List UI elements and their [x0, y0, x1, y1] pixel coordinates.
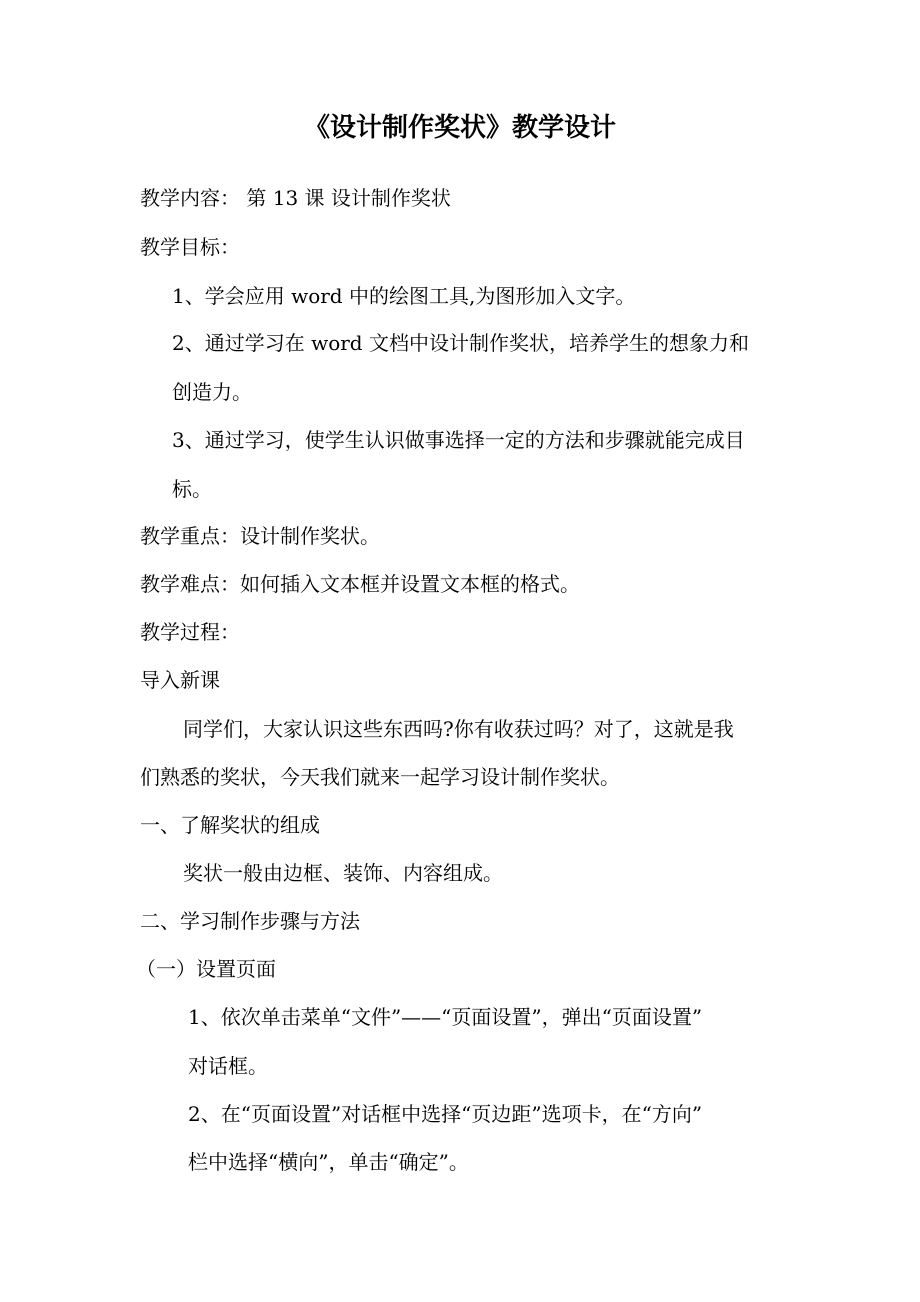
goal-1: 1、学会应用 word 中的绘图工具,为图形加入文字。	[172, 284, 636, 308]
goal-3-line-1: 3、通过学习，使学生认识做事选择一定的方法和步骤就能完成目	[172, 428, 745, 452]
intro-paragraph-line-1: 同学们，大家认识这些东西吗?你有收获过吗？对了，这就是我	[183, 717, 734, 741]
subsection-1-heading: （一）设置页面	[136, 957, 276, 981]
process-heading: 教学过程：	[140, 620, 240, 644]
step-1-line-1: 1、依次单击菜单“文件”——“页面设置”，弹出“页面设置”	[188, 1005, 703, 1029]
intro-paragraph-line-2: 们熟悉的奖状，今天我们就来一起学习设计制作奖状。	[140, 765, 620, 789]
key-point-line: 教学重点：设计制作奖状。	[140, 524, 380, 548]
section-2-heading: 二、学习制作步骤与方法	[140, 909, 360, 933]
goal-2-line-1: 2、通过学习在 word 文档中设计制作奖状，培养学生的想象力和	[172, 331, 749, 355]
teaching-content-line: 教学内容： 第 13 课 设计制作奖状	[140, 186, 451, 210]
step-1-line-2: 对话框。	[188, 1054, 268, 1078]
intro-heading: 导入新课	[140, 668, 220, 692]
section-1-text: 奖状一般由边框、装饰、内容组成。	[183, 861, 503, 885]
goal-2-line-2: 创造力。	[172, 380, 252, 404]
difficulty-line: 教学难点：如何插入文本框并设置文本框的格式。	[140, 572, 580, 596]
section-1-heading: 一、了解奖状的组成	[140, 813, 320, 837]
document-title: 《设计制作奖状》教学设计	[303, 113, 616, 143]
step-2-line-2: 栏中选择“横向”，单击“确定”。	[188, 1150, 469, 1174]
step-2-line-1: 2、在“页面设置”对话框中选择“页边距”选项卡，在“方向”	[188, 1102, 703, 1126]
goal-3-line-2: 标。	[172, 477, 212, 501]
goals-heading: 教学目标：	[140, 235, 240, 259]
